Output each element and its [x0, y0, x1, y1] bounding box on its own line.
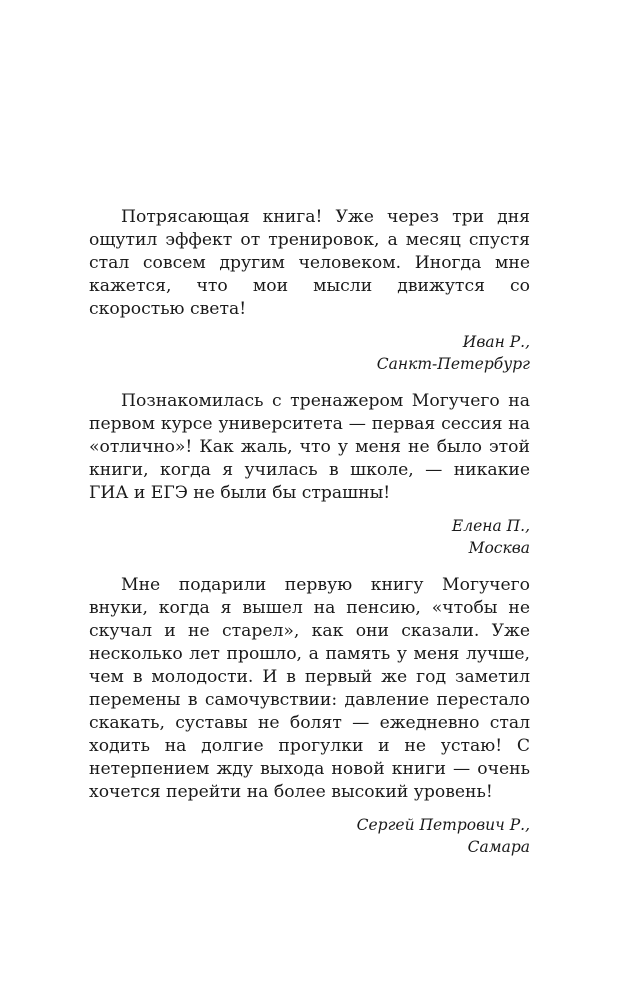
review-text: Познакомилась с тренажером Могучего на первом курсе университета — первая сессия на «отлично»! Как жаль, что у меня не было этой книги, когда я училась в школе, — никакие ГИА и ЕГЭ не были бы страшны! — [89, 391, 530, 503]
review-block — [89, 206, 530, 375]
review-signature — [89, 331, 530, 375]
review-author: Елена П., — [451, 517, 530, 535]
review-block — [89, 574, 530, 858]
review-text: Потрясающая книга! Уже через три дня ощутил эффект от тренировок, а месяц спустя стал совсем другим человеком. Иногда мне кажется, что мои мысли движутся со скоростью света! — [89, 207, 530, 319]
review-author: Иван Р., — [462, 333, 530, 351]
review-text: Мне подарили первую книгу Могучего внуки, когда я вышел на пенсию, «чтобы не скучал и не старел», как они сказали. Уже несколько лет прошло, а память у меня лучше, чем в молодости. И в первый же год заметил перемены в самочувствии: давление перестало скакать, суставы не болят — ежедневно стал ходить на долгие прогулки и не устаю! С нетерпением жду выхода новой книги — очень хочется перейти на более высокий уровень! — [89, 575, 530, 802]
review-signature — [89, 515, 530, 559]
review-author: Сергей Петрович Р., — [356, 816, 530, 834]
review-city: Москва — [468, 539, 530, 557]
review-block — [89, 390, 530, 559]
review-city: Санкт-Петербург — [376, 355, 530, 373]
review-city: Самара — [467, 838, 530, 856]
review-signature — [89, 814, 530, 858]
